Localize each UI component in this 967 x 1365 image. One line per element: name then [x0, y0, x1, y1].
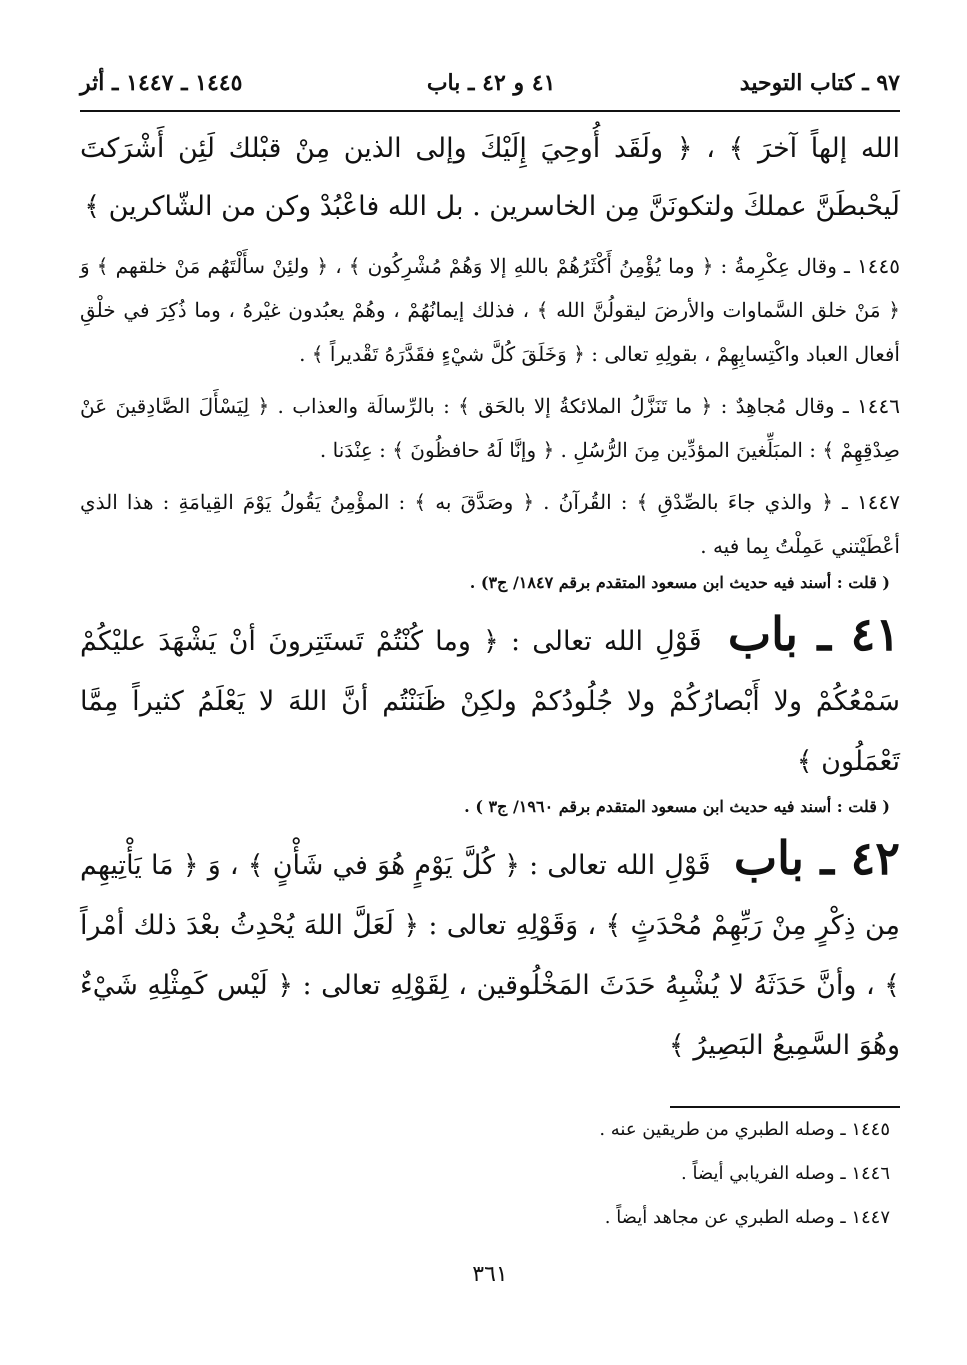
bab-42-text: قَوْلِ الله تعالى : ﴿ كُلَّ يَوْمٍ هُوَ في شَأْنٍ ﴾ ، وَ ﴿ مَا يَأْتِيهِم مِن ذِكْرٍ مِنْ رَبِّهِمْ مُحْدَثٍ ﴾ ، وَقَوْلِهِ تعالى : ﴿ لَعَلَّ اللهَ يُحْدِثُ بعْدَ ذلك أمْراً ﴾ ، وأنَّ حَدَثَهُ لا يُشْبِهُ حَدَثَ المَخْلُوقين ، لِقَوْلِهِ تعالى : ﴿ لَيْس كَمِثْلِهِ شَيْءٌ وهُوَ السَّمِيعُ البَصِيرُ ﴾	[80, 850, 900, 1061]
bab-42	[80, 828, 900, 1076]
header-chapter: ٩٧ ـ كتاب التوحيد	[739, 70, 900, 96]
athar-1447: ١٤٤٧ ـ ﴿ والذي جاءَ بالصِّدْقِ ﴾ : القُرآنُ . ﴿ وصَدَّقَ به ﴾ : المؤْمِنُ يَقُولُ يَوْمَ القِيامَةِ : هذا الذي أعْطَيْتني عَمِلْتُ بِما فيه .	[80, 490, 900, 558]
book-page	[80, 70, 900, 1287]
intro-paragraph: الله إلهاً آخرَ ﴾ ، ﴿ ولَقَد أُوحِيَ إِلَيْكَ وإلى الذين مِنْ قبْلك لَئِن أَشْرَكتَ لَيحْبطَنَّ عملكَ ولتكونَنَّ مِن الخاسرين . بل الله فاعْبُدْ وكن من الشّاكرين ﴾	[80, 133, 900, 222]
bab-41-text: قَوْلِ الله تعالى : ﴿ وما كُنْتُمْ تَستَتِرونَ أنْ يَشْهَدَ عليْكُمْ سَمْعُكُمْ ولا أَبْصارُكُمْ ولا جُلُودُكمْ ولكِنْ ظَنَنْتُم أنَّ اللهَ لا يَعْلَمُ كثيراً مِمَّا تَعْمَلُون ﴾	[80, 626, 900, 777]
footnote-1447: ١٤٤٧ ـ وصله الطبري عن مجاهد أيضاً .	[604, 1207, 890, 1228]
athar-1446: ١٤٤٦ ـ وقال مُجاهِدٌ : ﴿ ما تَنَزَّلُ الملائكةُ إلا بالحَق ﴾ : بالرِّسالَة والعذاب . ﴿ لِيَسْأَلَ الصَّادِقينَ عَنْ صِدْقِهِمْ ﴾ : المبَلِّغينَ المؤدِّين مِنَ الرُّسُلِ . ﴿ وإنَّا لَهُ حافظُونَ ﴾ : عِنْدَنا .	[80, 394, 900, 462]
editor-note-2: ( قلت : أسند فيه حديث ابن مسعود المتقدم برقم ١٩٦٠/ ج٣ ) .	[464, 797, 890, 816]
athar-1445: ١٤٤٥ ـ وقال عِكْرِمةُ : ﴿ وما يُؤْمِنُ أَكْثَرُهُمْ باللهِ إلا وَهُمْ مُشْرِكُون ﴾ ، ﴿ ولئِنْ سأَلْتَهُم مَنْ خلقهم ﴾ وَ ﴿ مَنْ خلق السَّماوات والأرضَ ليقولُنَّ الله ﴾ ، فذلك إيمانُهُمْ ، وهُمْ يعبُدون غيْرهُ ، وما ذُكِرَ في خلْقِ أفعال العباد واكْتِسابِهِمْ ، بقولِهِ تعالى : ﴿ وَخَلَقَ كُلَّ شيْءٍ فقَدَّرَهُ تَقْديراً ﴾ .	[80, 254, 900, 366]
running-header	[80, 70, 900, 112]
footnotes	[80, 1108, 900, 1240]
bab-41-title: ٤١ ـ باب	[727, 607, 900, 661]
page-number: ٣٦١	[472, 1262, 508, 1287]
footnote-1446: ١٤٤٦ ـ وصله الفريابي أيضاً .	[681, 1163, 890, 1184]
bab-41	[80, 604, 900, 792]
editor-note-1: ( قلت : أسند فيه حديث ابن مسعود المتقدم برقم ١٨٤٧/ ج٣) .	[469, 573, 890, 592]
footnote-1445: ١٤٤٥ ـ وصله الطبري من طريقين عنه .	[599, 1119, 890, 1140]
header-athar-range: ١٤٤٥ ـ ١٤٤٧ ـ أثر	[80, 70, 243, 96]
bab-42-title: ٤٢ ـ باب	[733, 831, 900, 885]
header-section: ٤١ و ٤٢ ـ باب	[426, 70, 556, 96]
